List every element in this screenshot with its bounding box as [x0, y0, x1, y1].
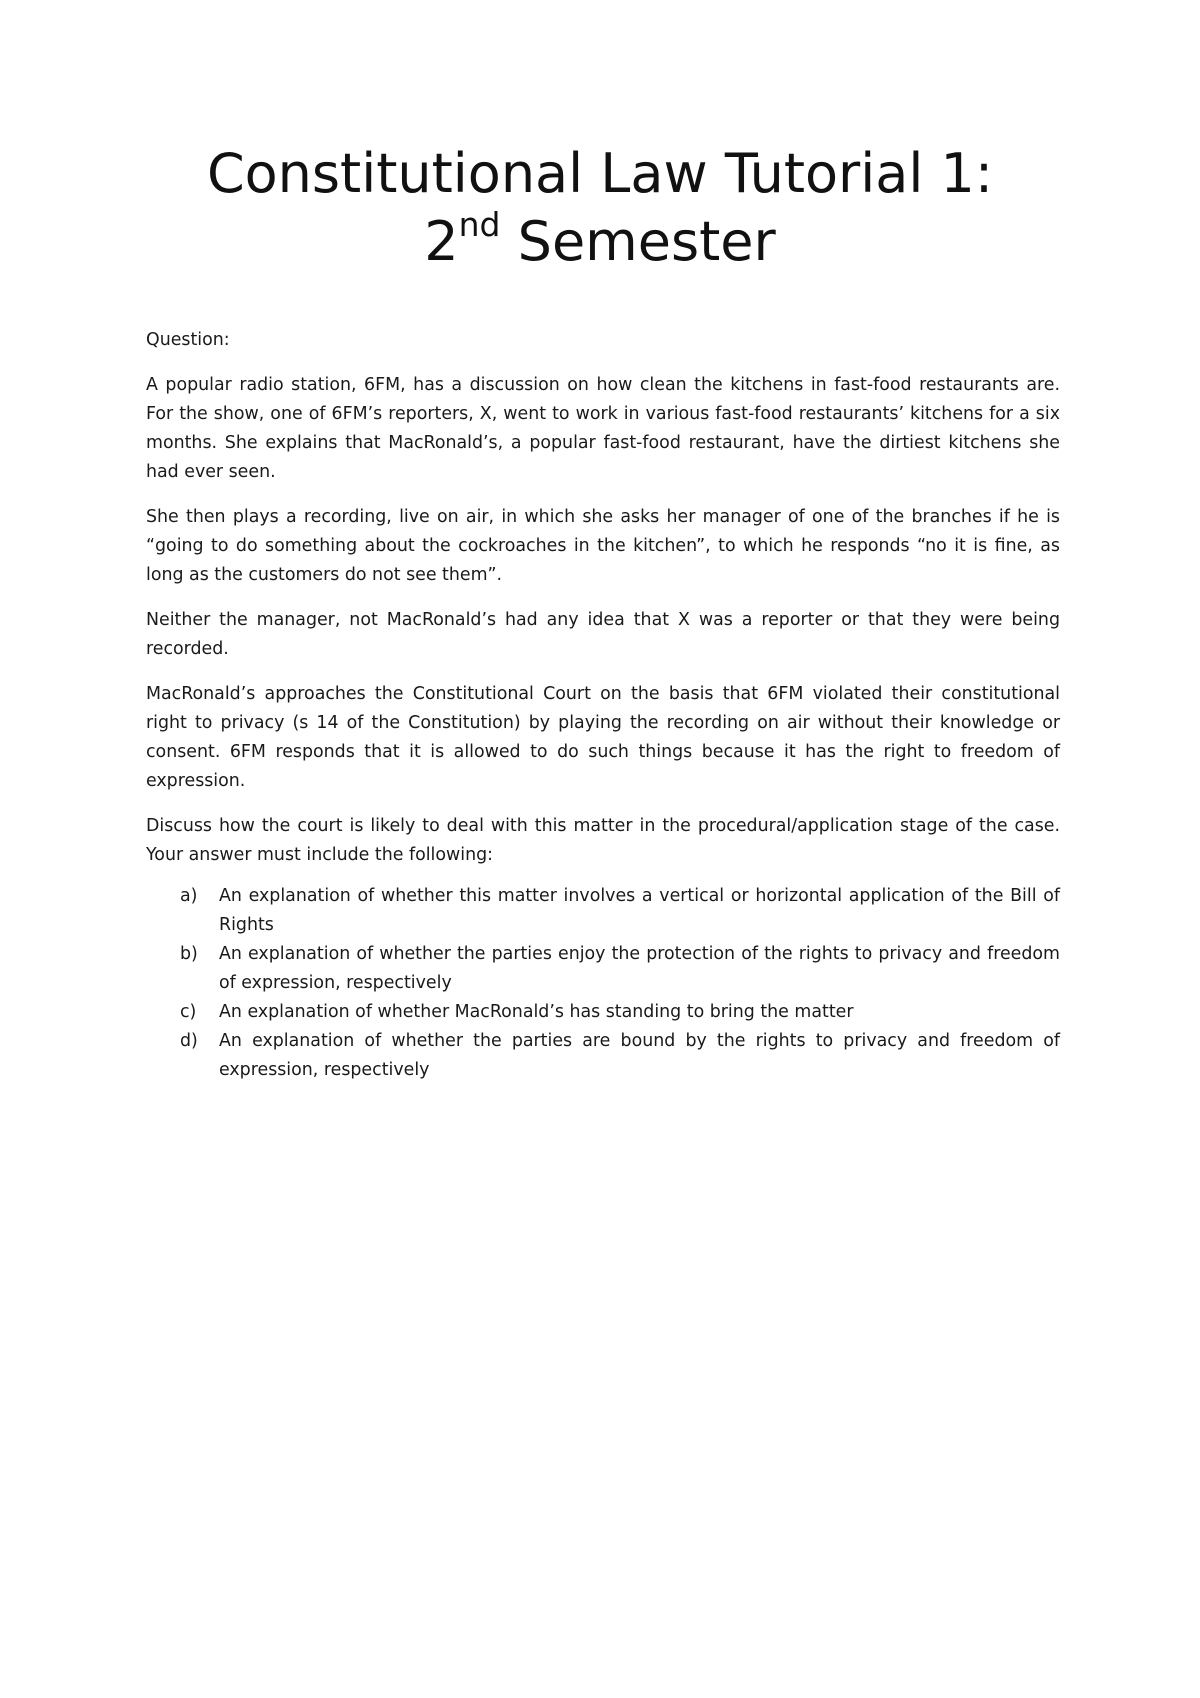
- paragraph-scenario: A popular radio station, 6FM, has a discussion on how clean the kitchens in fast-food restaurants are. For the show, one of 6FM’s reporters, X, went to work in various fast-food restaurants’ kitchens for a six months. She explains that MacRonald’s, a popular fast-food restaurant, have the dirtiest kitchens she had ever seen.: [146, 375, 1060, 482]
- title-ordinal-suffix: nd: [458, 205, 501, 244]
- list-marker: a): [180, 886, 198, 906]
- list-marker: d): [180, 1031, 198, 1051]
- paragraph-recording: She then plays a recording, live on air, in which she asks her manager of one of the branches if he is “going to do something about the cockroaches in the kitchen”, to which he responds “no it is fine, as long as the customers do not see them”.: [146, 507, 1060, 585]
- paragraph-instructions: Discuss how the court is likely to deal with this matter in the procedural/application stage of the case. Your answer must include the following:: [146, 816, 1060, 865]
- paragraph-unaware: Neither the manager, not MacRonald’s had any idea that X was a reporter or that they were being recorded.: [146, 610, 1060, 659]
- list-item-text: An explanation of whether the parties are bound by the rights to privacy and freedom of expression, respectively: [219, 1031, 1060, 1080]
- document-body: [146, 326, 1060, 1085]
- paragraph-court-claim: MacRonald’s approaches the Constitutional Court on the basis that 6FM violated their constitutional right to privacy (s 14 of the Constitution) by playing the recording on air without their knowledge or consent. 6FM responds that it is allowed to do such things because it has the right to freedom of expression.: [146, 684, 1060, 791]
- title-line-2: [0, 205, 1200, 276]
- list-item-text: An explanation of whether this matter involves a vertical or horizontal application of the Bill of Rights: [219, 886, 1060, 935]
- requirements-list: [146, 882, 1060, 1085]
- list-item: [146, 1027, 1060, 1085]
- list-item: [146, 882, 1060, 940]
- title-line-1: Constitutional Law Tutorial 1:: [206, 142, 994, 205]
- title-semester-number: 2: [424, 210, 459, 273]
- list-marker: b): [180, 944, 198, 964]
- question-label: Question:: [146, 330, 230, 350]
- list-item: [146, 998, 1060, 1027]
- title-semester-word: Semester: [500, 210, 776, 273]
- list-item: [146, 940, 1060, 998]
- document-title: [0, 140, 1200, 276]
- list-item-text: An explanation of whether the parties enjoy the protection of the rights to privacy and freedom of expression, respectively: [219, 944, 1060, 993]
- list-marker: c): [180, 1002, 197, 1022]
- list-item-text: An explanation of whether MacRonald’s has standing to bring the matter: [219, 1002, 854, 1022]
